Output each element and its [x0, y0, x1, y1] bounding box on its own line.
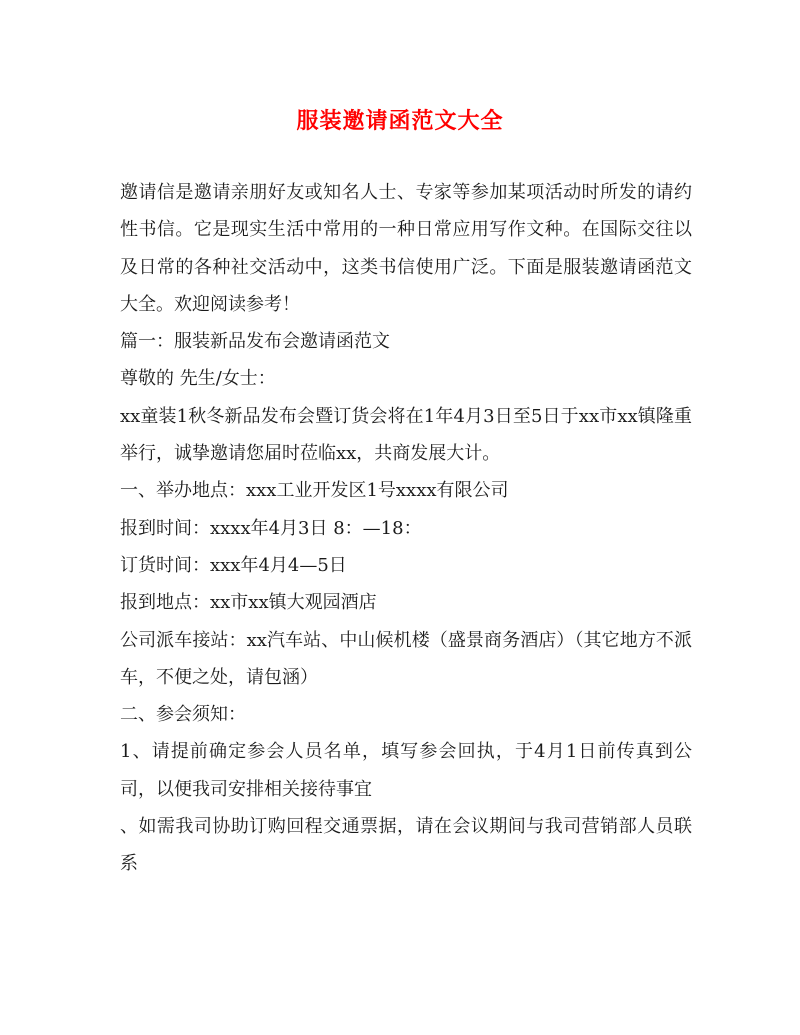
checkin-time-line: 报到时间：xxxx年4月3日 8：—18：	[120, 517, 422, 539]
notice-item-2: 、如需我司协助订购回程交通票据，请在会议期间与我司营销部人员联系	[120, 816, 692, 875]
invitation-paragraph: xx童装1秋冬新品发布会暨订货会将在1年4月3日至5日于xx市xx镇隆重举行，诚挚邀请您届时莅临xx，共商发展大计。	[120, 405, 692, 465]
checkin-location-line: 报到地点：xx市xx镇大观园酒店	[120, 592, 377, 614]
order-time-line: 订货时间：xxx年4月4—5日	[120, 554, 347, 576]
document-title: 服装邀请函范文大全	[296, 108, 504, 134]
notice-heading: 二、参会须知：	[120, 704, 246, 726]
venue-line: 一、举办地点：xxx工业开发区1号xxxx有限公司	[120, 480, 509, 502]
section-heading: 篇一：服装新品发布会邀请函范文	[120, 331, 390, 353]
salutation: 尊敬的 先生/女士：	[120, 368, 276, 390]
notice-item-1: 1、请提前确定参会人员名单，填写参会回执，于4月1日前传真到公司，以便我司安排相关接待事宜	[120, 741, 692, 800]
shuttle-paragraph: 公司派车接站：xx汽车站、中山候机楼（盛景商务酒店）（其它地方不派车，不便之处，请包涵）	[120, 629, 692, 688]
intro-paragraph: 邀请信是邀请亲朋好友或知名人士、专家等参加某项活动时所发的请约性书信。它是现实生活中常用的一种日常应用写作文种。在国际交往以及日常的各种社交活动中，这类书信使用广泛。下面是服装邀请函范文大全。欢迎阅读参考！	[120, 182, 692, 315]
document-body	[120, 174, 692, 883]
